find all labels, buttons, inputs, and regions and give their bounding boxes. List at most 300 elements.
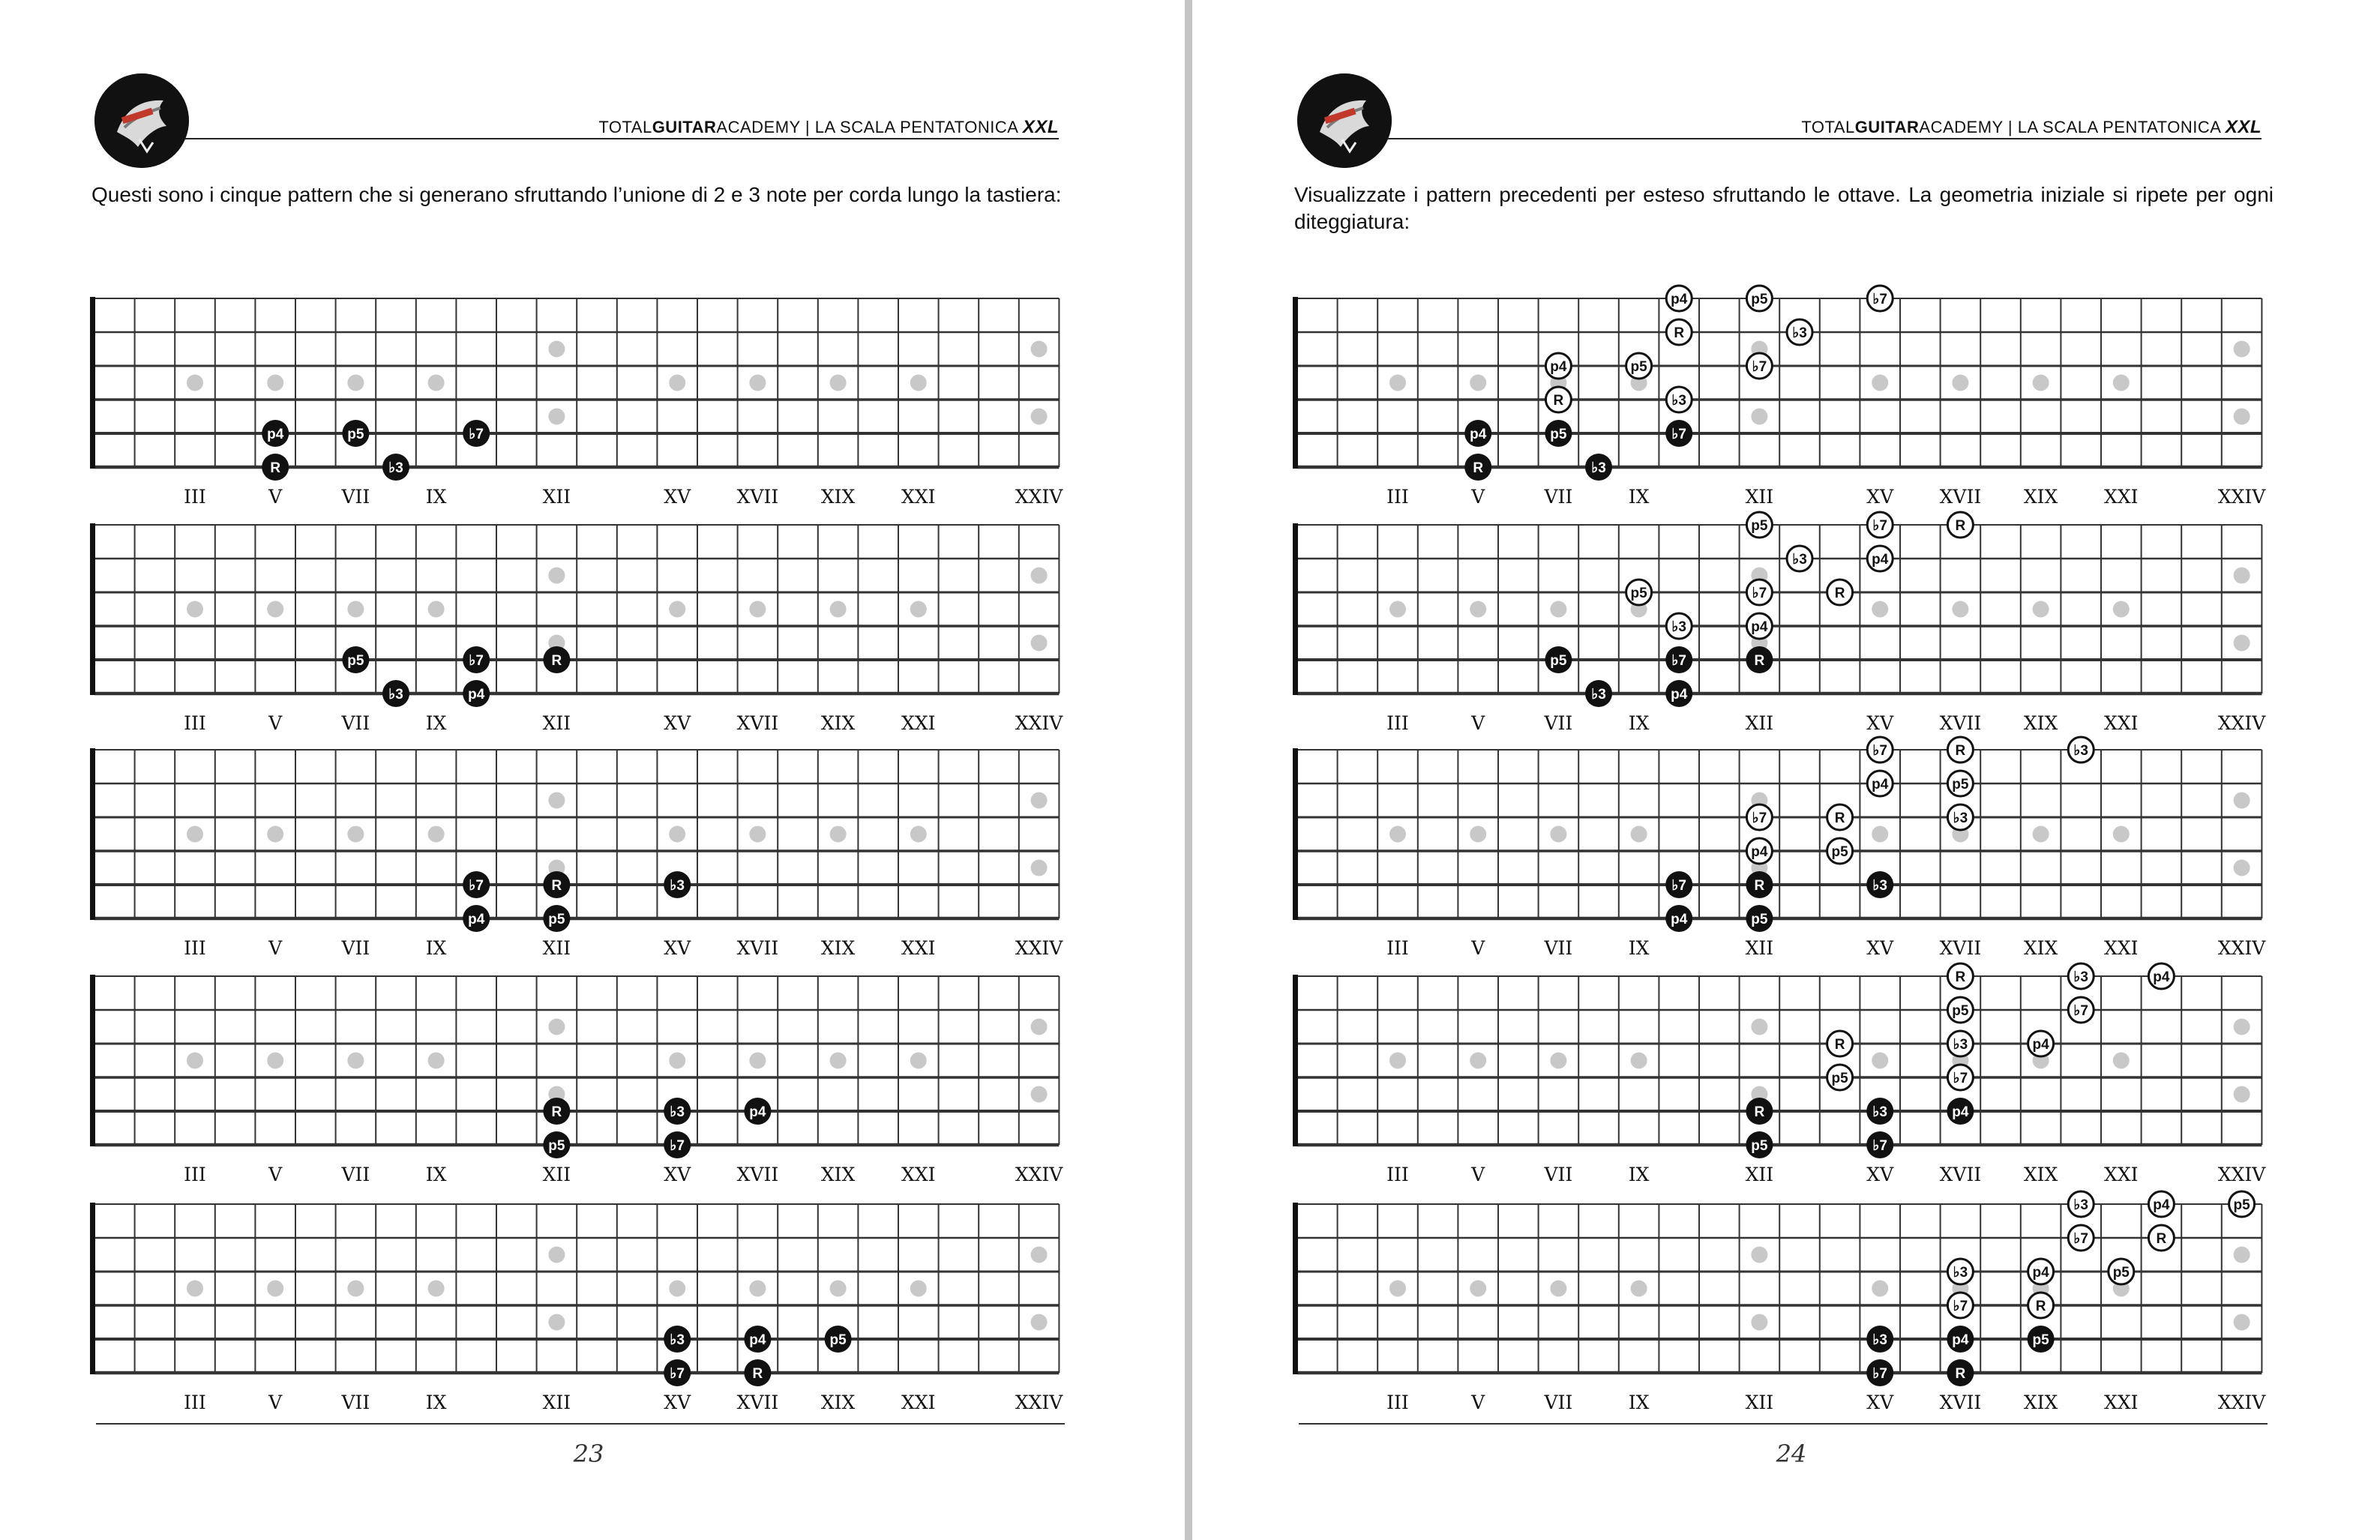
note-octave: [2229, 1191, 2255, 1217]
svg-text:p5: p5: [829, 1332, 847, 1348]
fret-label: XII: [1745, 1164, 1774, 1185]
svg-text:p5: p5: [1751, 1138, 1768, 1154]
fret-inlay: [187, 1053, 203, 1069]
note-octave: [1947, 737, 1973, 763]
note-filled: [1665, 905, 1692, 932]
fret-label: XV: [1866, 1164, 1894, 1185]
note-filled: [1545, 420, 1572, 447]
fret-inlay: [347, 375, 364, 391]
note-octave: [1867, 546, 1893, 571]
fret-inlay: [1751, 1314, 1767, 1331]
note-filled: [1866, 871, 1893, 898]
note-filled: [463, 905, 490, 932]
svg-text:p5: p5: [347, 653, 364, 669]
fret-inlay: [1550, 1053, 1566, 1069]
fret-label: XVII: [736, 1164, 779, 1185]
svg-text:p4: p4: [1550, 359, 1567, 375]
svg-text:R: R: [1955, 518, 1966, 534]
fret-inlay: [1031, 1247, 1048, 1263]
svg-text:p5: p5: [1952, 777, 1969, 792]
svg-text:♭7: ♭7: [469, 427, 484, 442]
fret-inlay: [2033, 826, 2049, 843]
svg-text:♭7: ♭7: [670, 1366, 685, 1382]
fretboard-pattern-5: [90, 1203, 1063, 1413]
fret-inlay: [2113, 1053, 2130, 1069]
fret-inlay: [830, 826, 847, 843]
fret-inlay: [749, 375, 766, 391]
note-octave: [1666, 613, 1692, 639]
note-filled: [1464, 454, 1491, 481]
note-octave: [2148, 1191, 2174, 1217]
nut: [1293, 748, 1298, 920]
note-octave: [1947, 771, 1973, 796]
fret-inlay: [2234, 1086, 2250, 1103]
note-octave: [1947, 1293, 1973, 1318]
note-filled: [342, 420, 369, 447]
fret-label: IX: [425, 712, 447, 734]
svg-text:R: R: [1955, 743, 1966, 759]
fret-label: VII: [1544, 1164, 1573, 1185]
fret-label: VII: [1544, 1392, 1573, 1413]
fret-label: III: [1386, 486, 1409, 508]
nut: [90, 297, 95, 469]
svg-text:R: R: [1473, 460, 1484, 476]
fret-inlay: [910, 1053, 927, 1069]
fret-inlay: [347, 1281, 364, 1297]
fret-label: XIX: [820, 937, 856, 959]
svg-text:♭3: ♭3: [670, 878, 685, 894]
fret-inlay: [1751, 1247, 1767, 1263]
fret-label: IX: [1628, 937, 1650, 959]
note-octave: [1787, 546, 1812, 571]
fret-label: XV: [664, 1392, 691, 1413]
fret-label: XVII: [1939, 937, 1982, 959]
note-octave: [1947, 1065, 1973, 1090]
fret-inlay: [1751, 409, 1767, 425]
running-header: TOTALGUITARACADEMY | LA SCALA PENTATONICA XXL: [598, 117, 1059, 137]
note-octave: [1666, 286, 1692, 311]
fret-inlay: [2234, 409, 2250, 425]
note-octave: [1947, 1031, 1973, 1056]
svg-text:♭3: ♭3: [1953, 1037, 1968, 1053]
fret-inlay: [1031, 1314, 1048, 1331]
note-filled: [1585, 454, 1612, 481]
fret-inlay: [1872, 375, 1888, 391]
fret-inlay: [347, 1053, 364, 1069]
svg-text:p4: p4: [1671, 292, 1688, 307]
note-filled: [1866, 1326, 1893, 1353]
fret-label: III: [184, 486, 206, 508]
note-octave: [1746, 353, 1772, 379]
note-filled: [1665, 871, 1692, 898]
fret-label: V: [268, 937, 283, 959]
fret-label: V: [1471, 1164, 1485, 1185]
svg-text:♭7: ♭7: [1671, 878, 1686, 894]
svg-text:p4: p4: [1751, 844, 1768, 860]
note-filled: [2028, 1326, 2055, 1353]
fret-label: XXI: [2104, 1164, 2139, 1185]
note-octave: [2148, 963, 2174, 989]
fret-label: XXIV: [2217, 486, 2266, 508]
svg-text:♭3: ♭3: [1953, 1265, 1968, 1281]
fret-inlay: [830, 601, 847, 618]
fret-inlay: [1031, 1019, 1048, 1035]
note-filled: [1545, 646, 1572, 673]
fret-label: V: [268, 1164, 283, 1185]
fret-label: XV: [1866, 712, 1894, 734]
fret-label: XII: [542, 712, 571, 734]
fret-label: XXIV: [2217, 1392, 2266, 1413]
note-filled: [825, 1326, 852, 1353]
fret-label: III: [1386, 712, 1409, 734]
svg-text:p5: p5: [1952, 1003, 1969, 1019]
note-filled: [1947, 1359, 1974, 1386]
fret-inlay: [2234, 635, 2250, 652]
svg-text:R: R: [1674, 325, 1685, 341]
fret-inlay: [910, 601, 927, 618]
note-filled: [1665, 646, 1692, 673]
fret-label: XVII: [1939, 486, 1982, 508]
fret-inlay: [548, 792, 565, 809]
note-filled: [543, 905, 570, 932]
fret-label: IX: [425, 1164, 447, 1185]
fret-inlay: [2234, 341, 2250, 358]
fret-inlay: [910, 375, 927, 391]
fret-inlay: [2234, 860, 2250, 876]
note-filled: [744, 1326, 771, 1353]
note-filled: [262, 454, 289, 481]
fret-inlay: [428, 1281, 445, 1297]
fret-label: IX: [1628, 486, 1650, 508]
fret-label: XII: [542, 486, 571, 508]
svg-text:♭3: ♭3: [1671, 619, 1686, 635]
svg-text:♭7: ♭7: [1872, 518, 1887, 534]
fret-label: XVII: [736, 486, 779, 508]
fret-label: XIX: [2023, 1392, 2058, 1413]
svg-text:♭7: ♭7: [1872, 292, 1887, 307]
fret-label: XV: [664, 712, 691, 734]
fret-inlay: [830, 375, 847, 391]
fret-inlay: [1470, 375, 1486, 391]
fret-label: IX: [425, 937, 447, 959]
fret-inlay: [830, 1053, 847, 1069]
svg-text:p4: p4: [1872, 777, 1889, 792]
nut: [90, 523, 95, 695]
fret-label: III: [1386, 937, 1409, 959]
fret-inlay: [749, 601, 766, 618]
note-filled: [1746, 1131, 1773, 1158]
fret-label: XVII: [736, 1392, 779, 1413]
note-filled: [1665, 680, 1692, 707]
svg-text:♭3: ♭3: [1591, 687, 1606, 703]
fretboard-pattern-3: [90, 748, 1063, 959]
fret-label: V: [268, 486, 283, 508]
fret-label: III: [184, 1164, 206, 1185]
svg-text:R: R: [551, 1104, 562, 1120]
fret-label: XV: [1866, 937, 1894, 959]
svg-text:p5: p5: [548, 1138, 565, 1154]
note-filled: [664, 1359, 691, 1386]
svg-text:♭7: ♭7: [1671, 653, 1686, 669]
fret-inlay: [1031, 860, 1048, 876]
note-filled: [543, 1131, 570, 1158]
svg-text:♭3: ♭3: [1591, 460, 1606, 476]
note-octave: [1827, 1065, 1853, 1090]
svg-text:R: R: [1754, 1104, 1765, 1120]
fret-label: XIX: [820, 1164, 856, 1185]
note-filled: [1866, 1131, 1893, 1158]
note-octave: [1626, 580, 1652, 605]
fret-inlay: [1550, 826, 1566, 843]
fret-label: VII: [341, 937, 370, 959]
note-octave: [2028, 1293, 2054, 1318]
fret-inlay: [1550, 1281, 1566, 1297]
fret-label: IX: [1628, 712, 1650, 734]
fret-inlay: [1631, 1053, 1647, 1069]
fret-inlay: [1872, 1281, 1888, 1297]
fret-label: V: [268, 712, 283, 734]
svg-text:p4: p4: [2032, 1037, 2049, 1053]
nut: [90, 975, 95, 1146]
note-filled: [1746, 646, 1773, 673]
fret-label: V: [1471, 712, 1485, 734]
note-octave: [1947, 1259, 1973, 1284]
fret-inlay: [2234, 1247, 2250, 1263]
fret-label: XVII: [1939, 1164, 1982, 1185]
fret-label: XXIV: [1015, 486, 1063, 508]
note-octave: [2148, 1225, 2174, 1251]
fret-inlay: [347, 601, 364, 618]
svg-text:♭7: ♭7: [1671, 427, 1686, 442]
fret-inlay: [1470, 1053, 1486, 1069]
fret-inlay: [2234, 568, 2250, 584]
fret-inlay: [1031, 409, 1048, 425]
fret-inlay: [548, 1247, 565, 1263]
fret-label: XV: [664, 937, 691, 959]
svg-text:p5: p5: [2112, 1265, 2130, 1281]
svg-text:♭7: ♭7: [1872, 1138, 1887, 1154]
fret-inlay: [267, 601, 283, 618]
fret-inlay: [347, 826, 364, 843]
fret-inlay: [2033, 375, 2049, 391]
fret-label: XXI: [901, 1392, 936, 1413]
svg-text:♭3: ♭3: [2073, 743, 2088, 759]
fret-label: V: [1471, 1392, 1485, 1413]
fret-label: IX: [1628, 1164, 1650, 1185]
note-filled: [1665, 420, 1692, 447]
fret-label: VII: [341, 712, 370, 734]
svg-text:♭7: ♭7: [469, 878, 484, 894]
note-octave: [1827, 838, 1853, 864]
fret-label: XIX: [820, 712, 856, 734]
svg-text:p4: p4: [2153, 969, 2170, 985]
fret-inlay: [749, 1053, 766, 1069]
fretboard-pattern-2: [90, 523, 1063, 734]
note-octave: [2068, 997, 2094, 1023]
nut: [1293, 297, 1298, 469]
svg-text:♭3: ♭3: [1953, 810, 1968, 826]
note-filled: [463, 680, 490, 707]
svg-text:R: R: [551, 653, 562, 669]
fret-inlay: [187, 1281, 203, 1297]
note-filled: [543, 1098, 570, 1125]
svg-text:p4: p4: [2032, 1265, 2049, 1281]
svg-text:♭3: ♭3: [1872, 878, 1887, 894]
svg-text:♭7: ♭7: [1953, 1071, 1968, 1086]
fret-inlay: [428, 826, 445, 843]
fret-label: III: [1386, 1392, 1409, 1413]
note-octave: [2109, 1259, 2134, 1284]
fret-inlay: [1389, 1053, 1406, 1069]
note-octave: [1827, 804, 1853, 830]
fret-inlay: [1470, 1281, 1486, 1297]
note-filled: [744, 1098, 771, 1125]
svg-text:♭3: ♭3: [1792, 325, 1807, 341]
fret-inlay: [187, 601, 203, 618]
fretboard-pattern-4: [1293, 963, 2266, 1185]
fret-label: XXI: [901, 712, 936, 734]
note-octave: [1867, 286, 1893, 311]
fret-inlay: [428, 375, 445, 391]
fret-inlay: [749, 826, 766, 843]
fret-inlay: [1952, 601, 1968, 618]
svg-text:p5: p5: [1831, 844, 1848, 860]
svg-text:♭3: ♭3: [1671, 393, 1686, 409]
note-filled: [1947, 1098, 1974, 1125]
note-filled: [543, 871, 570, 898]
fret-label: XV: [664, 486, 691, 508]
fret-inlay: [267, 375, 283, 391]
fret-inlay: [2234, 1314, 2250, 1331]
fret-inlay: [749, 1281, 766, 1297]
svg-text:R: R: [1834, 810, 1845, 826]
spread-divider: [1185, 0, 1192, 1540]
note-filled: [1585, 680, 1612, 707]
svg-text:p5: p5: [1630, 359, 1647, 375]
note-octave: [2028, 1259, 2054, 1284]
fretboard-pattern-1: [90, 297, 1063, 508]
fretboard-pattern-3: [1293, 737, 2266, 959]
fret-label: IX: [1628, 1392, 1650, 1413]
fret-inlay: [428, 1053, 445, 1069]
fret-inlay: [2113, 375, 2130, 391]
running-header: TOTALGUITARACADEMY | LA SCALA PENTATONICA XXL: [1801, 117, 2262, 137]
svg-text:♭3: ♭3: [670, 1332, 685, 1348]
fret-inlay: [1031, 1086, 1048, 1103]
fret-label: XXIV: [2217, 1164, 2266, 1185]
fret-label: V: [1471, 937, 1485, 959]
fret-inlay: [1389, 375, 1406, 391]
note-filled: [342, 646, 369, 673]
svg-text:R: R: [2156, 1231, 2167, 1247]
note-octave: [1746, 804, 1772, 830]
svg-text:♭7: ♭7: [469, 653, 484, 669]
svg-text:♭3: ♭3: [1872, 1332, 1887, 1348]
note-filled: [1746, 871, 1773, 898]
note-filled: [463, 871, 490, 898]
fret-label: XII: [1745, 486, 1774, 508]
fret-inlay: [548, 568, 565, 584]
page-number: 24: [1776, 1440, 1807, 1468]
note-filled: [463, 646, 490, 673]
note-octave: [1867, 512, 1893, 538]
nut: [1293, 523, 1298, 695]
fret-label: XII: [1745, 937, 1774, 959]
note-octave: [1545, 387, 1571, 412]
fret-label: XXI: [901, 937, 936, 959]
fret-inlay: [548, 341, 565, 358]
fret-inlay: [910, 1281, 927, 1297]
note-octave: [1867, 771, 1893, 796]
fret-inlay: [1389, 601, 1406, 618]
fret-label: XII: [1745, 712, 1774, 734]
note-filled: [664, 871, 691, 898]
svg-text:p4: p4: [468, 687, 485, 703]
intro-paragraph: Questi sono i cinque pattern che si generano sfruttando l’unione di 2 e 3 note per corda lungo la tastiera:: [91, 183, 1062, 206]
note-filled: [1866, 1098, 1893, 1125]
fret-inlay: [1550, 601, 1566, 618]
svg-text:♭7: ♭7: [2073, 1003, 2088, 1019]
page-24: [1203, 0, 2380, 1540]
fret-inlay: [669, 375, 685, 391]
fret-label: IX: [425, 1392, 447, 1413]
svg-text:♭3: ♭3: [388, 460, 403, 476]
svg-text:R: R: [1955, 1366, 1966, 1382]
svg-text:p5: p5: [1751, 912, 1768, 927]
svg-text:p4: p4: [468, 912, 485, 927]
svg-text:R: R: [1553, 393, 1564, 409]
note-filled: [262, 420, 289, 447]
fret-inlay: [2234, 792, 2250, 809]
fret-inlay: [267, 1281, 283, 1297]
svg-text:p4: p4: [749, 1332, 766, 1348]
svg-text:p5: p5: [1550, 653, 1567, 669]
fret-label: XXIV: [2217, 712, 2266, 734]
fret-label: III: [1386, 1164, 1409, 1185]
fret-inlay: [669, 826, 685, 843]
fret-inlay: [1470, 826, 1486, 843]
fret-label: XIX: [820, 486, 856, 508]
svg-text:R: R: [1834, 586, 1845, 601]
fret-inlay: [267, 826, 283, 843]
fret-label: XXI: [2104, 486, 2139, 508]
svg-text:p5: p5: [2032, 1332, 2049, 1348]
svg-text:♭7: ♭7: [2073, 1231, 2088, 1247]
svg-text:p4: p4: [1470, 427, 1487, 442]
svg-text:♭7: ♭7: [1872, 743, 1887, 759]
fret-inlay: [1631, 1281, 1647, 1297]
intro-paragraph: Visualizzate i pattern precedenti per esteso sfruttando le ottave. La geometria iniziale si ripete per ogni diteggiatura:: [1294, 183, 2274, 233]
fret-label: XII: [542, 1164, 571, 1185]
fret-label: XXIV: [1015, 937, 1063, 959]
svg-text:♭3: ♭3: [388, 687, 403, 703]
svg-text:p4: p4: [267, 427, 284, 442]
note-octave: [1545, 353, 1571, 379]
note-octave: [1626, 353, 1652, 379]
fret-label: XXI: [901, 486, 936, 508]
svg-text:p5: p5: [1751, 292, 1768, 307]
fret-label: XXIV: [1015, 712, 1063, 734]
fret-inlay: [1751, 1019, 1767, 1035]
fret-inlay: [1031, 341, 1048, 358]
fret-label: XVII: [736, 712, 779, 734]
fret-inlay: [187, 826, 203, 843]
svg-text:p5: p5: [1550, 427, 1567, 442]
fret-inlay: [1872, 1053, 1888, 1069]
svg-text:♭7: ♭7: [670, 1138, 685, 1154]
fretboard-pattern-2: [1293, 512, 2266, 734]
svg-text:♭3: ♭3: [670, 1104, 685, 1120]
